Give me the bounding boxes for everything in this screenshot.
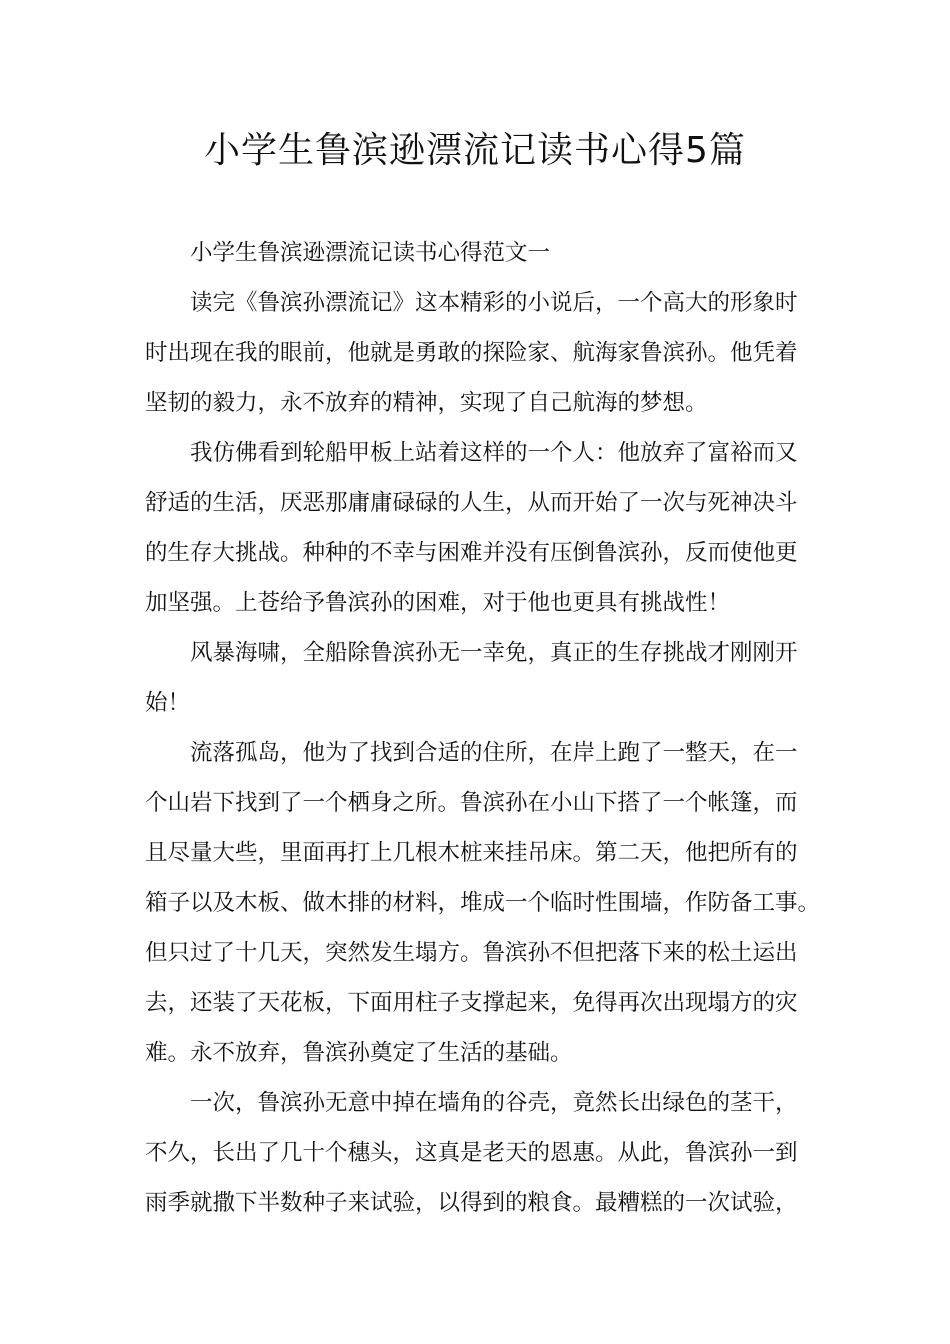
text-line: 的生存大挑战。种种的不幸与困难并没有压倒鲁滨孙，反而使他更 [145, 540, 798, 566]
text-line: 但只过了十几天，突然发生塌方。鲁滨孙不但把落下来的松土运出 [145, 940, 798, 966]
text-line: 加坚强。上苍给予鲁滨孙的困难，对于他也更具有挑战性！ [145, 590, 731, 616]
text-line: 箱子以及木板、做木排的材料，堆成一个临时性围墙，作防备工事。 [145, 890, 821, 916]
text-line: 个山岩下找到了一个栖身之所。鲁滨孙在小山下搭了一个帐篷，而 [145, 790, 798, 816]
text-line: 始！ [145, 690, 191, 716]
text-line: 舒适的生活，厌恶那庸庸碌碌的人生，从而开始了一次与死神决斗 [145, 490, 798, 516]
text-line: 坚韧的毅力，永不放弃的精神，实现了自己航海的梦想。 [145, 390, 708, 416]
text-line: 雨季就撒下半数种子来试验，以得到的粮食。最糟糕的一次试验， [145, 1190, 798, 1216]
document-body [145, 228, 825, 1228]
text-line: 我仿佛看到轮船甲板上站着这样的一个人：他放弃了富裕而又 [190, 440, 798, 466]
text-line: 不久，长出了几十个穗头，这真是老天的恩惠。从此，鲁滨孙一到 [145, 1140, 798, 1166]
text-line: 读完《鲁滨孙漂流记》这本精彩的小说后，一个高大的形象时 [190, 290, 798, 316]
text-line: 且尽量大些，里面再打上几根木桩来挂吊床。第二天，他把所有的 [145, 840, 798, 866]
text-line: 难。永不放弃，鲁滨孙奠定了生活的基础。 [145, 1040, 573, 1066]
text-line: 时出现在我的眼前，他就是勇敢的探险家、航海家鲁滨孙。他凭着 [145, 340, 798, 366]
text-line: 流落孤岛，他为了找到合适的住所，在岸上跑了一整天，在一 [190, 740, 798, 766]
text-line: 去，还装了天花板，下面用柱子支撑起来，免得再次出现塌方的灾 [145, 990, 798, 1016]
text-line: 小学生鲁滨逊漂流记读书心得范文一 [190, 240, 551, 266]
text-line: 风暴海啸，全船除鲁滨孙无一幸免，真正的生存挑战才刚刚开 [190, 640, 798, 666]
text-line: 一次，鲁滨孙无意中掉在墙角的谷壳，竟然长出绿色的茎干， [190, 1090, 798, 1116]
document-title: 小学生鲁滨逊漂流记读书心得5篇 [204, 130, 746, 171]
